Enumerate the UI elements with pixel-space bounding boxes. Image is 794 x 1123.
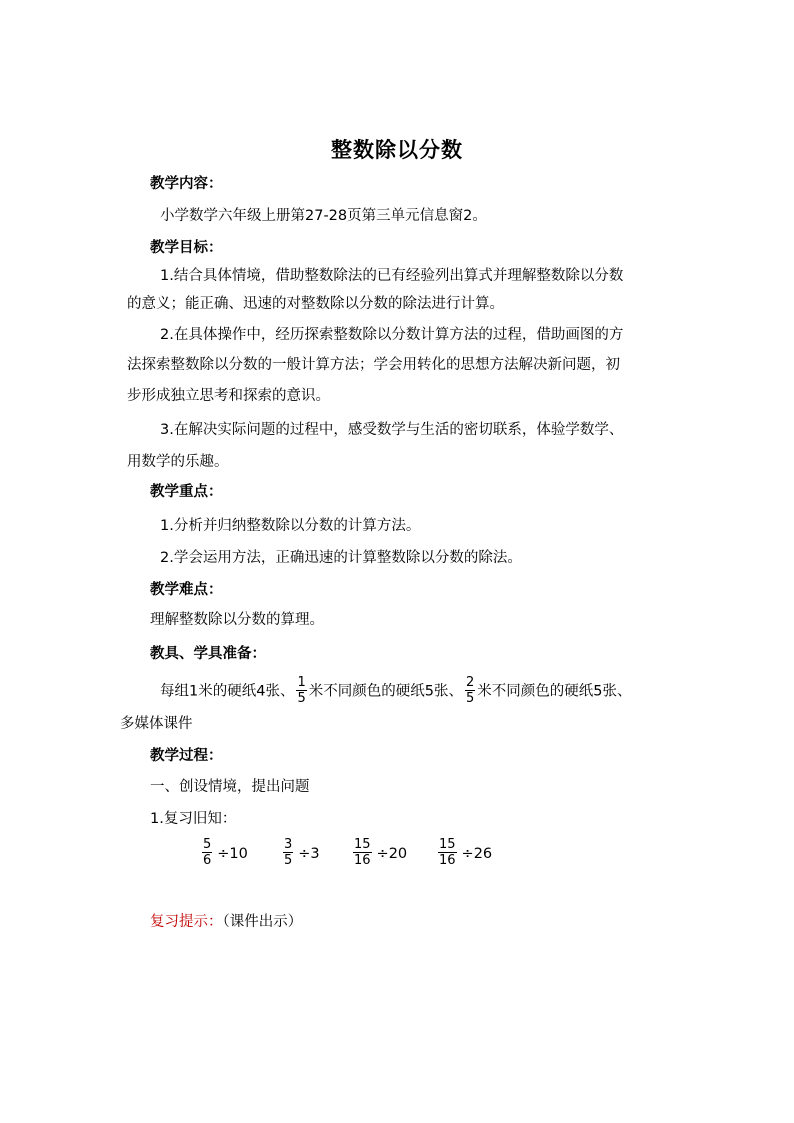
difficulty-heading: 教学难点： (150, 582, 223, 598)
objective-1-line-1: 1.结合具体情境，借助整数除法的已有经验列出算式并理解整数除以分数 (160, 268, 624, 284)
review-expression-1 (200, 838, 248, 869)
review-hint-label: 复习提示： (150, 914, 223, 930)
materials-part-3: 米不同颜色的硬纸5张、 (477, 683, 632, 700)
expression-operation: ÷20 (376, 845, 408, 862)
objective-2-line-2: 法探索整数除以分数的一般计算方法；学会用转化的思想方法解决新问题，初 (127, 357, 620, 373)
review-hint-text: （课件出示） (222, 914, 303, 930)
objectives-heading: 教学目标： (150, 240, 223, 256)
materials-part-1: 每组1米的硬纸4张、 (160, 683, 295, 700)
objective-3-line-2: 用数学的乐趣。 (127, 454, 229, 470)
fraction-two-fifths (465, 675, 475, 706)
expression-fraction (438, 837, 457, 868)
expression-fraction (353, 837, 372, 868)
expression-fraction (283, 837, 293, 868)
fraction-numerator: 3 (284, 837, 293, 852)
fraction-numerator: 15 (439, 837, 456, 852)
expression-operation: ÷10 (217, 845, 248, 862)
fraction-numerator: 15 (354, 837, 371, 852)
page-title: 整数除以分数 (331, 138, 463, 162)
key-points-heading: 教学重点： (150, 484, 223, 500)
review-label: 1.复习旧知： (150, 811, 237, 827)
expression-operation: ÷3 (298, 845, 320, 862)
materials-part-2: 米不同颜色的硬纸5张、 (308, 683, 463, 700)
expression-operation: ÷26 (461, 845, 493, 862)
fraction-numerator: 5 (203, 837, 212, 852)
objective-2-line-1: 2.在具体操作中，经历探索整数除以分数计算方法的过程，借助画图的方 (160, 327, 624, 343)
content-text: 小学数学六年级上册第27-28页第三单元信息窗2。 (160, 208, 487, 224)
review-expression-2 (281, 838, 320, 869)
fraction-denominator: 5 (465, 691, 475, 706)
objective-2-line-3: 步形成独立思考和探索的意识。 (127, 388, 330, 404)
fraction-denominator: 16 (354, 853, 371, 868)
fraction-denominator: 16 (439, 853, 456, 868)
materials-line-2: 多媒体课件 (120, 716, 193, 732)
materials-heading: 教具、学具准备： (150, 646, 266, 662)
objective-1-line-2: 的意义；能正确、迅速的对整数除以分数的除法进行计算。 (127, 296, 504, 312)
process-section-1: 一、创设情境，提出问题 (150, 779, 310, 795)
key-point-2: 2.学会运用方法，正确迅速的计算整数除以分数的除法。 (160, 550, 522, 566)
process-heading: 教学过程： (150, 748, 223, 764)
review-expression-3 (351, 838, 407, 869)
key-point-1: 1.分析并归纳整数除以分数的计算方法。 (160, 518, 421, 534)
review-hint (150, 912, 302, 932)
difficulty-text: 理解整数除以分数的算理。 (150, 612, 324, 628)
content-heading: 教学内容： (150, 176, 223, 192)
fraction-one-fifth (296, 675, 306, 706)
fraction-denominator: 6 (203, 853, 212, 868)
review-expression-4 (436, 838, 492, 869)
fraction-denominator: 5 (284, 853, 293, 868)
fraction-numerator: 1 (297, 675, 306, 690)
materials-line-1 (160, 676, 631, 707)
expression-fraction (202, 837, 212, 868)
fraction-numerator: 2 (465, 675, 475, 690)
objective-3-line-1: 3.在解决实际问题的过程中，感受数学与生活的密切联系，体验学数学、 (160, 422, 624, 438)
fraction-denominator: 5 (297, 691, 306, 706)
